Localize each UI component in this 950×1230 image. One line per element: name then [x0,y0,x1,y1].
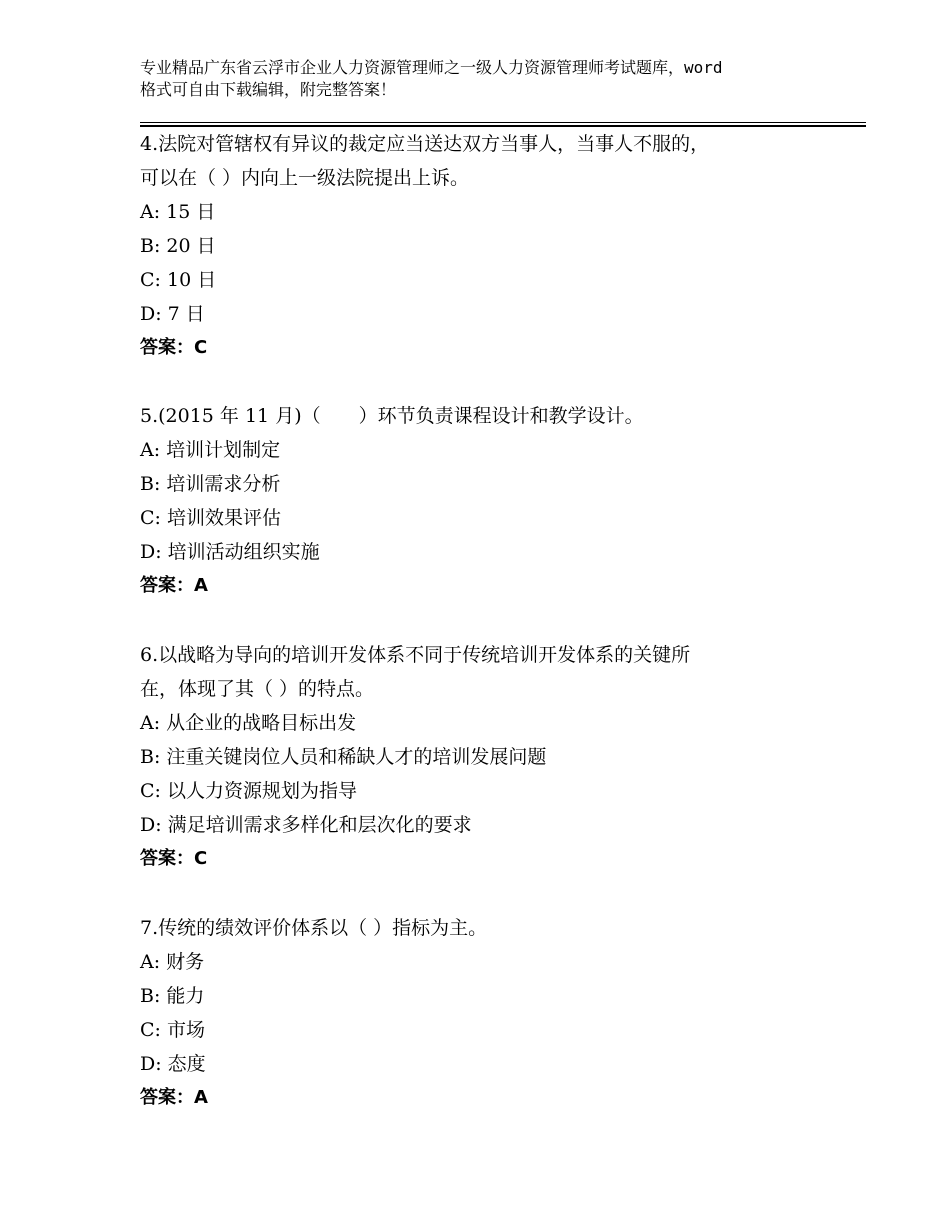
question-text: 可以在（ ）内向上一级法院提出上诉。 [140,167,470,189]
question-4 [140,127,840,365]
question-6 [140,638,840,876]
option-a: A: 培训计划制定 [140,439,281,461]
answer-label: 答案：C [140,337,208,358]
option-d: D: 满足培训需求多样化和层次化的要求 [140,814,472,836]
question-text: 6.以战略为导向的培训开发体系不同于传统培训开发体系的关键所 [140,644,691,666]
option-b: B: 注重关键岗位人员和稀缺人才的培训发展问题 [140,746,547,768]
question-5 [140,399,840,603]
question-text: 7.传统的绩效评价体系以（ ）指标为主。 [140,917,488,939]
option-a: A: 财务 [140,951,205,973]
header-title-line-2: 格式可自由下载编辑，附完整答案！ [140,80,397,99]
question-text: 5.(2015 年 11 月)（ ）环节负责课程设计和教学设计。 [140,405,644,427]
option-d: D: 7 日 [140,303,205,325]
answer-label: 答案：C [140,848,208,869]
option-c: C: 培训效果评估 [140,507,281,529]
option-b: B: 20 日 [140,235,216,257]
option-c: C: 以人力资源规划为指导 [140,780,357,802]
option-d: D: 培训活动组织实施 [140,541,320,563]
option-d: D: 态度 [140,1053,206,1075]
option-a: A: 从企业的战略目标出发 [140,712,357,734]
option-b: B: 培训需求分析 [140,473,281,495]
question-7 [140,911,840,1115]
option-c: C: 10 日 [140,269,217,291]
option-b: B: 能力 [140,985,205,1007]
option-c: C: 市场 [140,1019,205,1041]
question-text: 在，体现了其（ ）的特点。 [140,678,375,700]
document-header [140,57,840,101]
option-a: A: 15 日 [140,201,216,223]
answer-label: 答案：A [140,575,208,596]
answer-label: 答案：A [140,1087,208,1108]
header-title-line-1: 专业精品广东省云浮市企业人力资源管理师之一级人力资源管理师考试题库，word [140,58,723,77]
question-text: 4.法院对管辖权有异议的裁定应当送达双方当事人，当事人不服的， [140,133,710,155]
header-rule-thin [140,122,866,123]
